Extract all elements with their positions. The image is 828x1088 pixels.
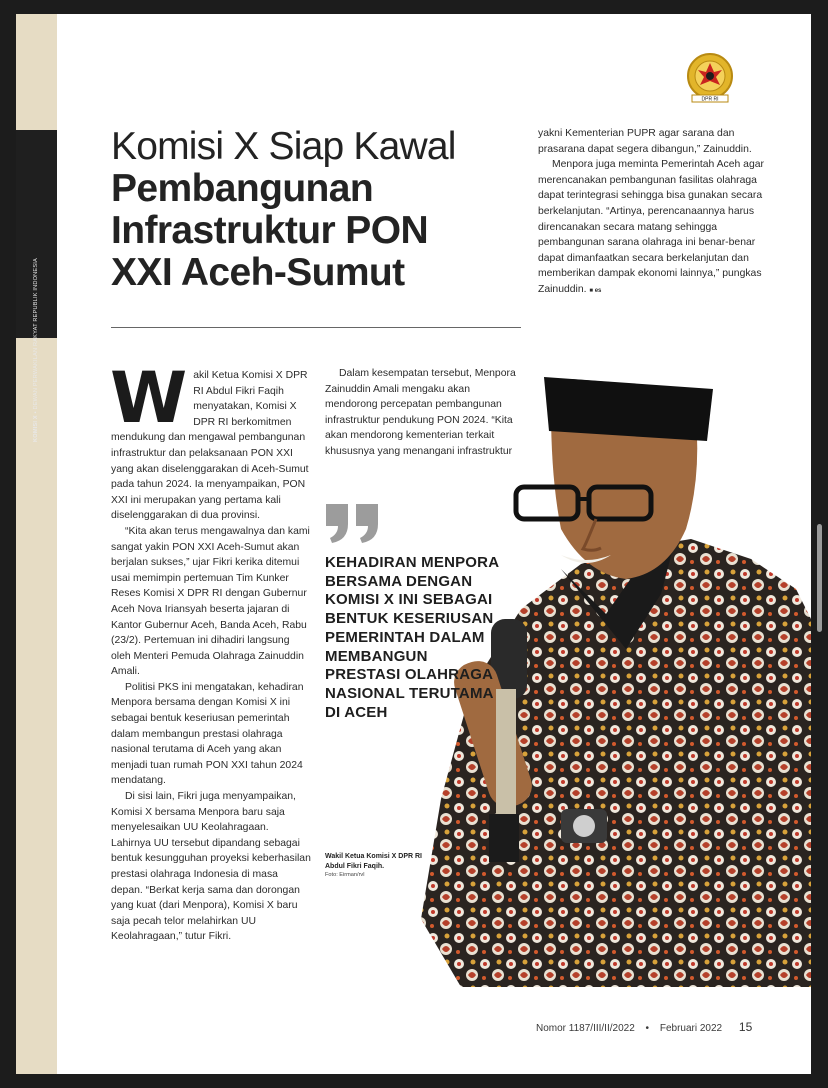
paragraph-4: Di sisi lain, Fikri juga menyampaikan, Komisi X bersama Menpora baru saja menyelesaikan UU Keolahragaan. Lahirnya UU tersebut dipandang sebagai bentuk kesungguhan proyeksi keberhasilan prestasi olahraga Indonesia di masa depan. “Berkat kerja sama dan dorongan yang kuat (dari Menpora), Komisi X baru saja pecah telor melahirkan UU Keolahragaan,” tutur Fikri. — [111, 791, 311, 943]
title-line-1: Komisi X Siap Kawal — [111, 125, 456, 168]
side-tab — [16, 130, 57, 442]
issue-number: Nomor 1187/III/II/2022 — [536, 1023, 635, 1034]
photo-credit: Foto: Eirman/rvl — [325, 872, 365, 879]
side-label: KOMISI X • DEWAN PERWAKILAN RAKYAT REPUBLIK INDONESIA — [33, 258, 39, 442]
paragraph-3: Politisi PKS ini mengatakan, kehadiran Menpora bersama dengan Komisi X ini sebagai bentuk keseriusan pemerintah dalam membangun prestasi olahraga nasional terutama di Aceh yang akan menjadi tuan rumah PON XXI tahun 2024 mendatang. — [111, 681, 304, 787]
scrollbar[interactable] — [817, 524, 822, 632]
article-column-1 — [110, 357, 311, 945]
end-mark: ■ es — [589, 287, 602, 294]
page-number: 15 — [738, 1020, 753, 1034]
title-line-4: XXI Aceh-Sumut — [111, 251, 405, 295]
paragraph-1: akil Ketua Komisi X DPR RI Abdul Fikri Faqih menyatakan, Komisi X DPR RI berkomitmen mendukung dan mengawal pembangunan infrastruktur dan pelaksanaan PON XXI yang akan diselenggarakan di Aceh-Sumut pada tahun 2024. Ia menyampaikan, PON XXI ini merupakan yang pertama kali diselenggarakan di dua provinsi. — [111, 370, 309, 522]
emblem-text: DPR RI — [701, 96, 719, 103]
issue-date: Februari 2022 — [659, 1023, 723, 1034]
paragraph-2: “Kita akan terus mengawalnya dan kami sangat yakin PON XXI Aceh-Sumut akan berjalan sukses,” ujar Fikri kerika ditemui usai memimpin pertemuan Tim Kunker Reses Komisi X DPR RI dengan Gubernur Aceh Nova Iriansyah beserta jajaran di Kantor Gubernur Aceh, Banda Aceh, Rabu (23/2). Pertemuan ini dihadiri langsung oleh Menteri Pemuda Olahraga Zainuddin Amali. — [111, 525, 310, 678]
title-divider — [111, 327, 521, 328]
photo-caption — [325, 852, 435, 881]
article-title — [111, 126, 531, 294]
title-line-3: Infrastruktur PON — [111, 209, 429, 253]
title-line-2: Pembangunan — [111, 167, 374, 211]
drop-cap: W — [110, 357, 188, 439]
paragraph-7: Menpora juga meminta Pemerintah Aceh agar merencanakan pembangunan fasilitas olahraga dapat terintegrasi sehingga bisa gunakan secara berkelanjutan. “Artinya, perencanaannya harus direncanakan secara matang sehingga pembangunan sarana olahraga ini benar-benar dapat dimanfaatkan secara berkelanjutan dan memberikan dampak ekonomi lainnya,” pungkas Zainuddin. ■ es — [538, 159, 764, 295]
page-footer — [536, 1020, 776, 1034]
footer-separator: • — [645, 1023, 650, 1034]
pull-quote: KEHADIRAN MENPORA BERSAMA DENGAN KOMISI X INI SEBAGAI BENTUK KESERIUSAN PEMERINTAH DALAM MEMBANGUN PRESTASI OLAHRAGA NASIONAL TERUTAMA DI ACEH — [325, 554, 499, 721]
magazine-page — [16, 14, 811, 1074]
caption-text: Wakil Ketua Komisi X DPR RI Abdul Fikri Faqih. — [325, 853, 422, 870]
paragraph-6: yakni Kementerian PUPR agar sarana dan prasarana dapat segera dibangun,” Zainuddin. — [538, 128, 752, 155]
quote-icon — [324, 502, 382, 544]
article-column-3 — [538, 126, 768, 300]
dpr-ri-emblem-icon — [682, 50, 738, 106]
paragraph-5: Dalam kesempatan tersebut, Menpora Zainuddin Amali mengaku akan mendorong percepatan pembangunan infrastruktur pendukung PON 2024. “Kita akan mendorong kementerian terkait khususnya yang menangani infrastruktur — [325, 368, 516, 457]
